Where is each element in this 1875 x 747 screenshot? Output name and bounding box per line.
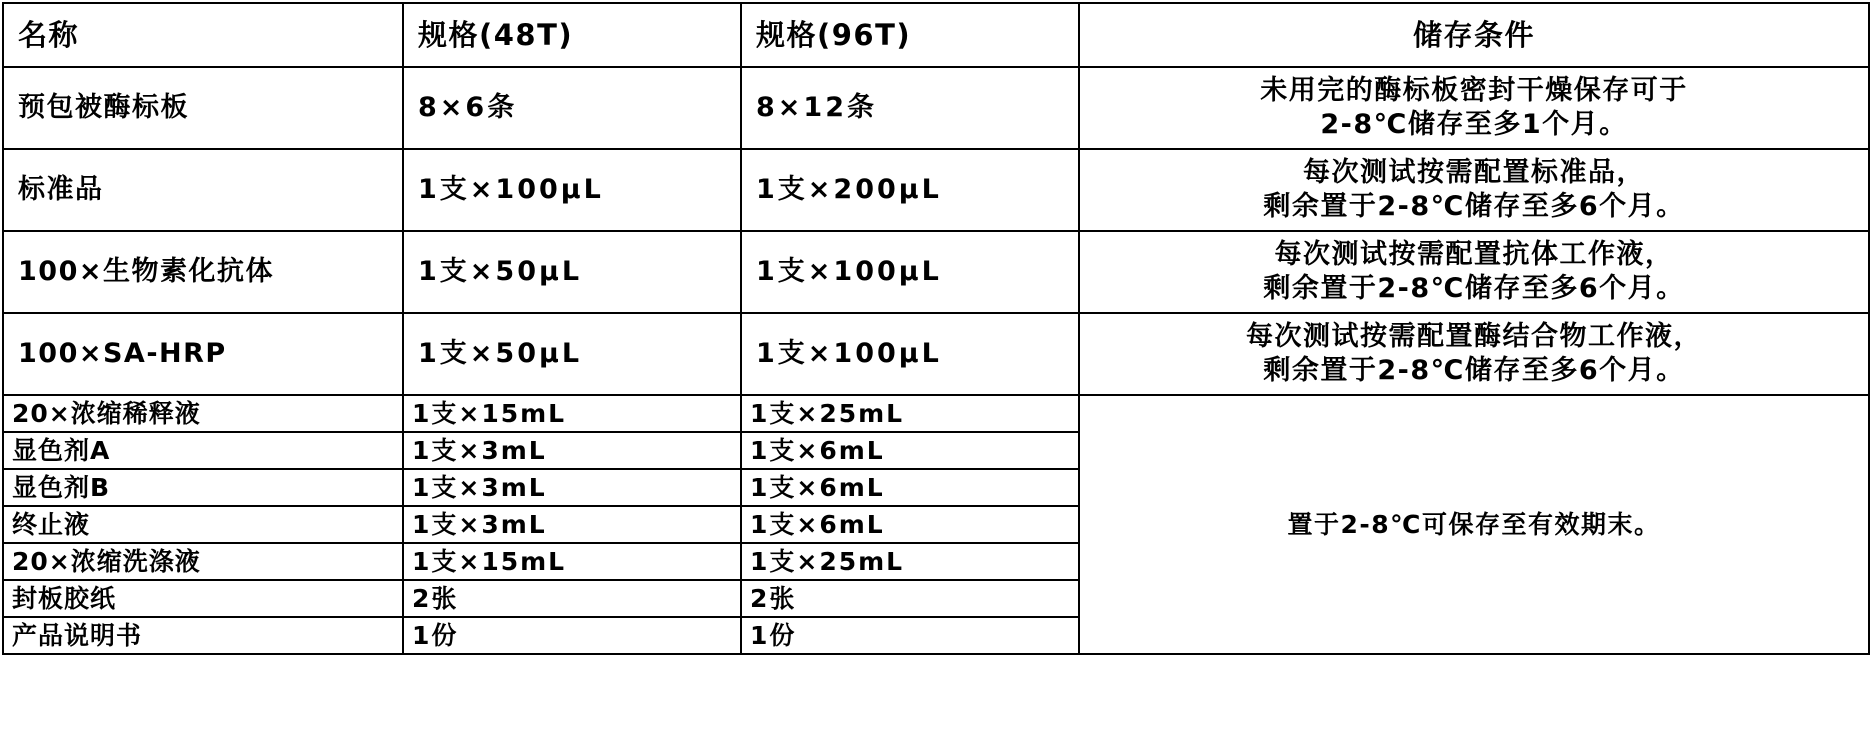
cell-spec-96t: 1支×100μL bbox=[741, 231, 1079, 313]
storage-line: 每次测试按需配置标准品， bbox=[1303, 157, 1645, 189]
cell-spec-48t: 1支×15mL bbox=[403, 395, 741, 432]
cell-spec-96t: 1支×6mL bbox=[741, 506, 1079, 543]
cell-name: 100×生物素化抗体 bbox=[3, 231, 403, 313]
table-row bbox=[3, 67, 1869, 149]
column-header-spec-96t: 规格(96T) bbox=[741, 3, 1079, 67]
table-row bbox=[3, 395, 1869, 432]
cell-storage bbox=[1079, 149, 1869, 231]
cell-name: 显色剂B bbox=[3, 469, 403, 506]
cell-name: 标准品 bbox=[3, 149, 403, 231]
column-header-storage: 储存条件 bbox=[1079, 3, 1869, 67]
cell-storage bbox=[1079, 231, 1869, 313]
cell-storage bbox=[1079, 313, 1869, 395]
storage-line: 剩余置于2-8℃储存至多6个月。 bbox=[1263, 273, 1685, 304]
storage-line: 剩余置于2-8℃储存至多6个月。 bbox=[1263, 355, 1685, 386]
storage-line: 未用完的酶标板密封干燥保存可于 bbox=[1260, 75, 1688, 107]
cell-name: 终止液 bbox=[3, 506, 403, 543]
cell-spec-96t: 1支×6mL bbox=[741, 432, 1079, 469]
cell-spec-96t: 1支×25mL bbox=[741, 395, 1079, 432]
column-header-name: 名称 bbox=[3, 3, 403, 67]
storage-line: 每次测试按需配置抗体工作液， bbox=[1274, 239, 1674, 271]
cell-spec-96t: 1支×25mL bbox=[741, 543, 1079, 580]
cell-spec-48t: 8×6条 bbox=[403, 67, 741, 149]
cell-name: 20×浓缩洗涤液 bbox=[3, 543, 403, 580]
cell-spec-48t: 1支×3mL bbox=[403, 469, 741, 506]
storage-line: 剩余置于2-8℃储存至多6个月。 bbox=[1263, 191, 1685, 222]
cell-spec-48t: 1支×3mL bbox=[403, 506, 741, 543]
table-row bbox=[3, 313, 1869, 395]
cell-spec-48t: 1份 bbox=[403, 617, 741, 654]
cell-spec-48t: 1支×15mL bbox=[403, 543, 741, 580]
kit-components-table bbox=[2, 2, 1870, 655]
table-header-row bbox=[3, 3, 1869, 67]
cell-storage bbox=[1079, 67, 1869, 149]
cell-spec-48t: 1支×3mL bbox=[403, 432, 741, 469]
column-header-spec-48t: 规格(48T) bbox=[403, 3, 741, 67]
storage-line: 每次测试按需配置酶结合物工作液， bbox=[1246, 321, 1702, 353]
cell-spec-48t: 1支×50μL bbox=[403, 313, 741, 395]
cell-name: 100×SA-HRP bbox=[3, 313, 403, 395]
storage-line: 2-8℃储存至多1个月。 bbox=[1320, 109, 1628, 140]
cell-spec-96t: 1份 bbox=[741, 617, 1079, 654]
cell-name: 显色剂A bbox=[3, 432, 403, 469]
cell-spec-96t: 1支×6mL bbox=[741, 469, 1079, 506]
cell-spec-48t: 2张 bbox=[403, 580, 741, 617]
cell-spec-48t: 1支×50μL bbox=[403, 231, 741, 313]
cell-name: 20×浓缩稀释液 bbox=[3, 395, 403, 432]
cell-spec-96t: 2张 bbox=[741, 580, 1079, 617]
cell-name: 预包被酶标板 bbox=[3, 67, 403, 149]
cell-spec-48t: 1支×100μL bbox=[403, 149, 741, 231]
table-row bbox=[3, 231, 1869, 313]
cell-storage-merged: 置于2-8℃可保存至有效期末。 bbox=[1079, 395, 1869, 654]
cell-spec-96t: 1支×200μL bbox=[741, 149, 1079, 231]
cell-name: 封板胶纸 bbox=[3, 580, 403, 617]
cell-name: 产品说明书 bbox=[3, 617, 403, 654]
table-row bbox=[3, 149, 1869, 231]
cell-spec-96t: 8×12条 bbox=[741, 67, 1079, 149]
cell-spec-96t: 1支×100μL bbox=[741, 313, 1079, 395]
